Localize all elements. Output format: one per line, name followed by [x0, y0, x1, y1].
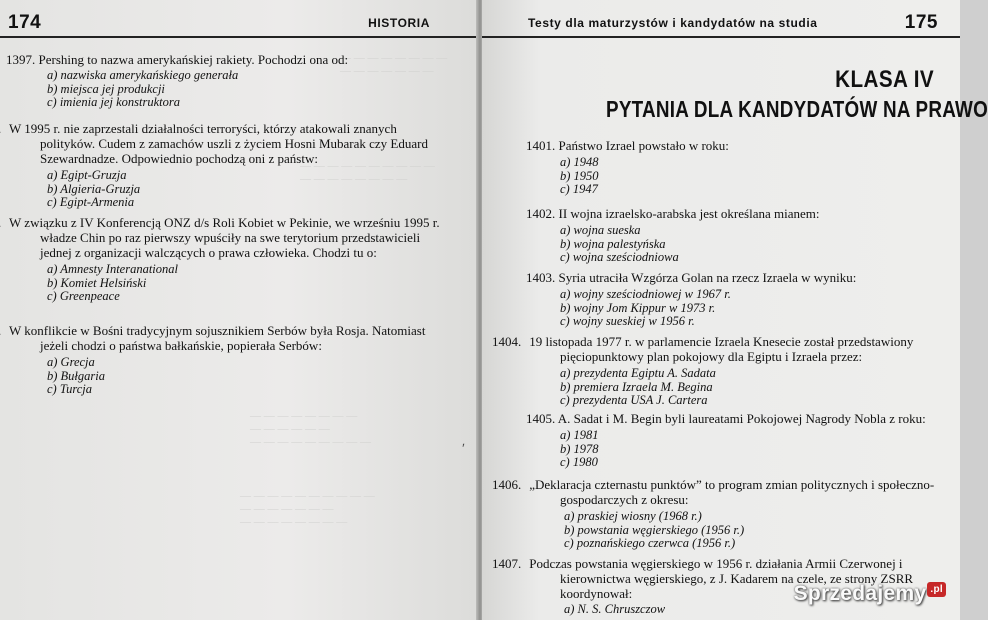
question-text: II wojna izraelsko-arabska jest określana mianem:	[558, 206, 820, 221]
left-page-number: 174	[8, 12, 42, 33]
answer-option: c) poznańskiego czerwca (1956 r.)	[564, 536, 736, 550]
question-1406: 1406. „Deklaracja czternastu punktów” to program zmian politycznych i społeczno-gospodarczych z okresu: a) praskiej wiosny (1968 r.) b) powstania węgierskiego (1956 r.) c) poznańskiego czerwca (1956 r.)	[526, 477, 946, 551]
answer-option: c) 1947	[560, 182, 598, 196]
answer-option: a) prezydenta Egiptu A. Sadata	[560, 366, 716, 380]
answer-option: c) imienia jej konstruktora	[47, 95, 180, 109]
answer-option: b) 1978	[560, 441, 599, 456]
answer-option: b) Komiet Helsiński	[47, 275, 147, 290]
question-text: „Deklaracja czternastu punktów” to program zmian politycznych i społeczno-gospodarczych z okresu:	[529, 477, 935, 507]
answer-option: b) powstania węgierskiego (1956 r.)	[564, 522, 745, 537]
answer-option: c) Egipt-Armenia	[47, 195, 135, 209]
bleed-through-text: — — — — — — — — — — — — — — —	[340, 52, 448, 77]
question-1402	[526, 206, 946, 265]
question-1403	[526, 270, 946, 329]
answer-option: c) wojny sueskiej w 1956 r.	[560, 314, 695, 328]
answer-option: a) praskiej wiosny (1968 r.)	[564, 509, 702, 523]
question-1405	[526, 411, 946, 470]
question-1401	[526, 138, 946, 197]
right-page-header	[482, 10, 960, 38]
bleed-through-text: — — — — — — — — — — — — — — — — — — — — — — —	[250, 410, 371, 448]
answer-option: b) miejsca jej produkcji	[47, 81, 165, 96]
question-text: Podczas powstania węgierskiego w 1956 r. działania Armii Czerwonej i kierownictwa węgierskiego, z J. Kadarem na czele, ze strony ZSRR koordynował:	[529, 556, 914, 601]
answer-option: b) Algieria-Gruzja	[47, 181, 141, 196]
answer-option: c) Turcja	[47, 382, 93, 396]
answer-option: a) nazwiska amerykańskiego generała	[47, 68, 239, 82]
question-text: A. Sadat i M. Begin byli laureatami Pokojowej Nagrody Nobla z roku:	[557, 411, 926, 426]
answer-option: a) 1981	[560, 428, 599, 442]
question-text: 19 listopada 1977 r. w parlamencie Izraela Knesecie został przedstawiony pięciopunktowy plan pokojowy dla Egiptu i Izraela przez:	[529, 334, 914, 364]
question-text: W związku z IV Konferencją ONZ d/s Roli Kobiet w Pekinie, we wrześniu 1995 r. władze Chin po raz pierwszy wpuściły na swe terytorium przedstawicieli jednej z organizacji walczących o prawa człowieka. Chodzi tu o:	[9, 215, 440, 260]
answer-option: a) 1948	[560, 155, 599, 169]
right-page-number: 175	[904, 12, 938, 33]
question-text: Państwo Izrael powstało w roku:	[558, 138, 729, 153]
answer-option: b) wojna palestyńska	[560, 236, 666, 251]
answer-option: b) wojny Jom Kippur w 1973 r.	[560, 300, 716, 315]
answer-option: a) Amnesty Interanational	[47, 262, 178, 276]
answer-option: c) 1980	[560, 455, 598, 469]
answer-option: a) N. S. Chruszczow	[564, 602, 666, 616]
answer-option: c) wojna sześciodniowa	[560, 250, 679, 264]
question-text: Pershing to nazwa amerykańskiej rakiety. Pochodzi ona od:	[38, 52, 349, 67]
answer-option: a) wojny sześciodniowej w 1967 r.	[560, 287, 731, 301]
answer-option: b) 1950	[560, 168, 599, 183]
question-number: 1405.	[526, 411, 556, 426]
answer-option: a) wojna sueska	[560, 223, 641, 237]
question-1400	[6, 323, 436, 397]
answer-option: c) prezydenta USA J. Cartera	[560, 393, 708, 407]
question-text: W 1995 r. nie zaprzestali działalności terroryści, którzy atakowali znanych polityków. Cudem z zamachów uszli z życiem Hosni Mubarak czy Eduard Szewardnadze. Odpowiednio pochodzą oni z państw:	[9, 121, 428, 166]
bleed-through-text: — — — — — — — — — — — — — — — — — — — — — — — — —	[240, 490, 375, 528]
answer-option: b) Bułgaria	[47, 368, 105, 383]
right-page	[482, 0, 988, 620]
section-title: KLASA IV	[834, 66, 934, 93]
question-number: 1397.	[6, 52, 36, 67]
question-text: W konflikcie w Bośni tradycyjnym sojusznikiem Serbów była Rosja. Natomiast jeżeli chodzi o państwa bałkańskie, popierała Serbów:	[9, 323, 426, 353]
bleed-through-text: — — — — — — — — — — — — — — — — — —	[300, 160, 435, 185]
question-text: Syria utraciła Wzgórza Golan na rzecz Izraela w wyniku:	[558, 270, 857, 285]
question-1407: 1407. Podczas powstania węgierskiego w 1956 r. działania Armii Czerwonej i kierownictwa węgierskiego, z J. Kadarem na czele, ze strony ZSRR koordynował: a) N. S. Chruszczow	[526, 556, 946, 617]
answer-option: a) Grecja	[47, 355, 95, 369]
question-1398	[6, 121, 436, 210]
left-running-title: HISTORIA	[368, 16, 430, 30]
question-number: 1403.	[526, 270, 556, 285]
margin-mark: ʹ	[462, 442, 466, 457]
watermark-logo	[794, 582, 946, 606]
question-1404: 1404. 19 listopada 1977 r. w parlamencie Izraela Knesecie został przedstawiony pięciopunktowy plan pokojowy dla Egiptu i Izraela przez: a) prezydenta Egiptu A. Sadata b) premiera Izraela M. Begina c) prezydenta USA J. Cartera	[526, 334, 946, 408]
watermark-text: Sprzedajemy	[793, 582, 927, 605]
question-1399	[6, 215, 442, 304]
answer-option: a) Egipt-Gruzja	[47, 168, 127, 182]
right-running-title: Testy dla maturzystów i kandydatów na studia	[528, 16, 818, 30]
answer-option: c) Greenpeace	[47, 289, 120, 303]
question-1397	[6, 52, 446, 110]
left-page	[0, 0, 478, 620]
question-number: 1401.	[526, 138, 556, 153]
answer-option: b) premiera Izraela M. Begina	[560, 379, 713, 394]
left-page-header	[0, 10, 478, 38]
watermark-suffix: .pl	[927, 582, 946, 597]
section-subtitle: PYTANIA DLA KANDYDATÓW NA PRAWO	[606, 96, 988, 122]
question-number: 1402.	[526, 206, 556, 221]
